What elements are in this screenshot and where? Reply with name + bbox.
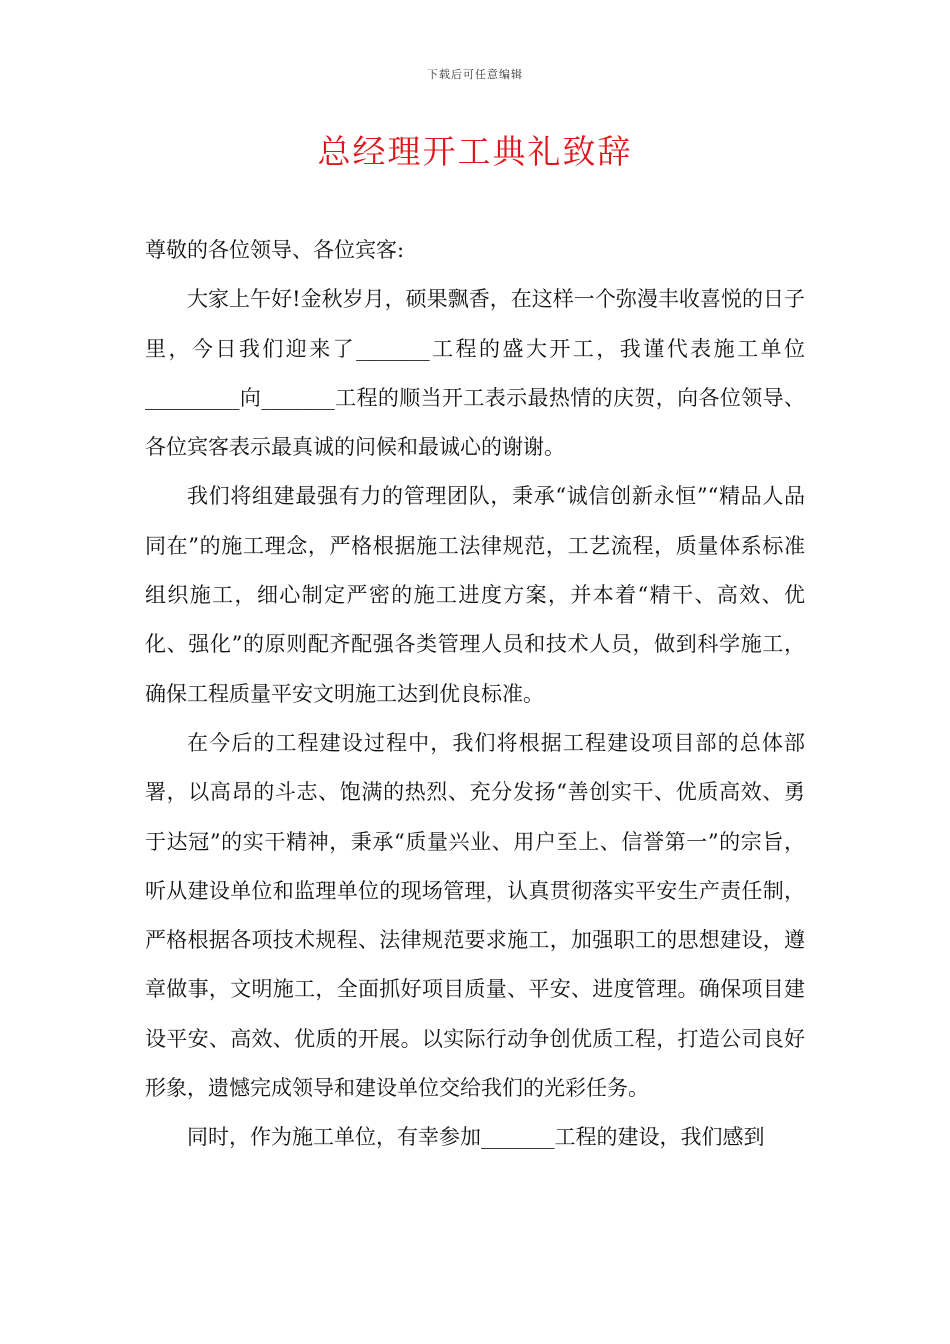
paragraph-3: 在今后的工程建设过程中，我们将根据工程建设项目部的总体部署，以高昂的斗志、饱满的热烈、充分发扬“善创实干、优质高效、勇于达冠”的实干精神，秉承“质量兴业、用户至上、信誉第一”的宗旨，听从建设单位和监理单位的现场管理，认真贯彻落实平安生产责任制，严格根据各项技术规程、法律规范要求施工，加强职工的思想建设，遵章做事，文明施工，全面抓好项目质量、平安、进度管理。确保项目建设平安、高效、优质的开展。以实际行动争创优质工程，打造公司良好形象，遗憾完成领导和建设单位交给我们的光彩任务。 (145, 730, 805, 1101)
salutation: 尊敬的各位领导、各位宾客: (145, 238, 405, 262)
document-title: 总经理开工典礼致辞 (317, 132, 633, 171)
paragraph-1: 大家上午好!金秋岁月，硕果飘香，在这样一个弥漫丰收喜悦的日子里，今日我们迎来了_______工程的盛大开工，我谨代表施工单位_________向_______工程的顺当开工表示最热情的庆贺，向各位领导、各位宾客表示最真诚的问候和最诚心的谢谢。 (145, 287, 805, 460)
paragraph-2: 我们将组建最强有力的管理团队，秉承“诚信创新永恒”“精品人品同在”的施工理念，严格根据施工法律规范，工艺流程，质量体系标准组织施工，细心制定严密的施工进度方案，并本着“精干、高效、优化、强化”的原则配齐配强各类管理人员和技术人员，做到科学施工，确保工程质量平安文明施工达到优良标准。 (145, 484, 805, 706)
document-body (145, 226, 805, 1163)
page-header-note: 下载后可任意编辑 (427, 68, 523, 81)
paragraph-4: 同时，作为施工单位，有幸参加_______工程的建设，我们感到 (187, 1125, 765, 1150)
